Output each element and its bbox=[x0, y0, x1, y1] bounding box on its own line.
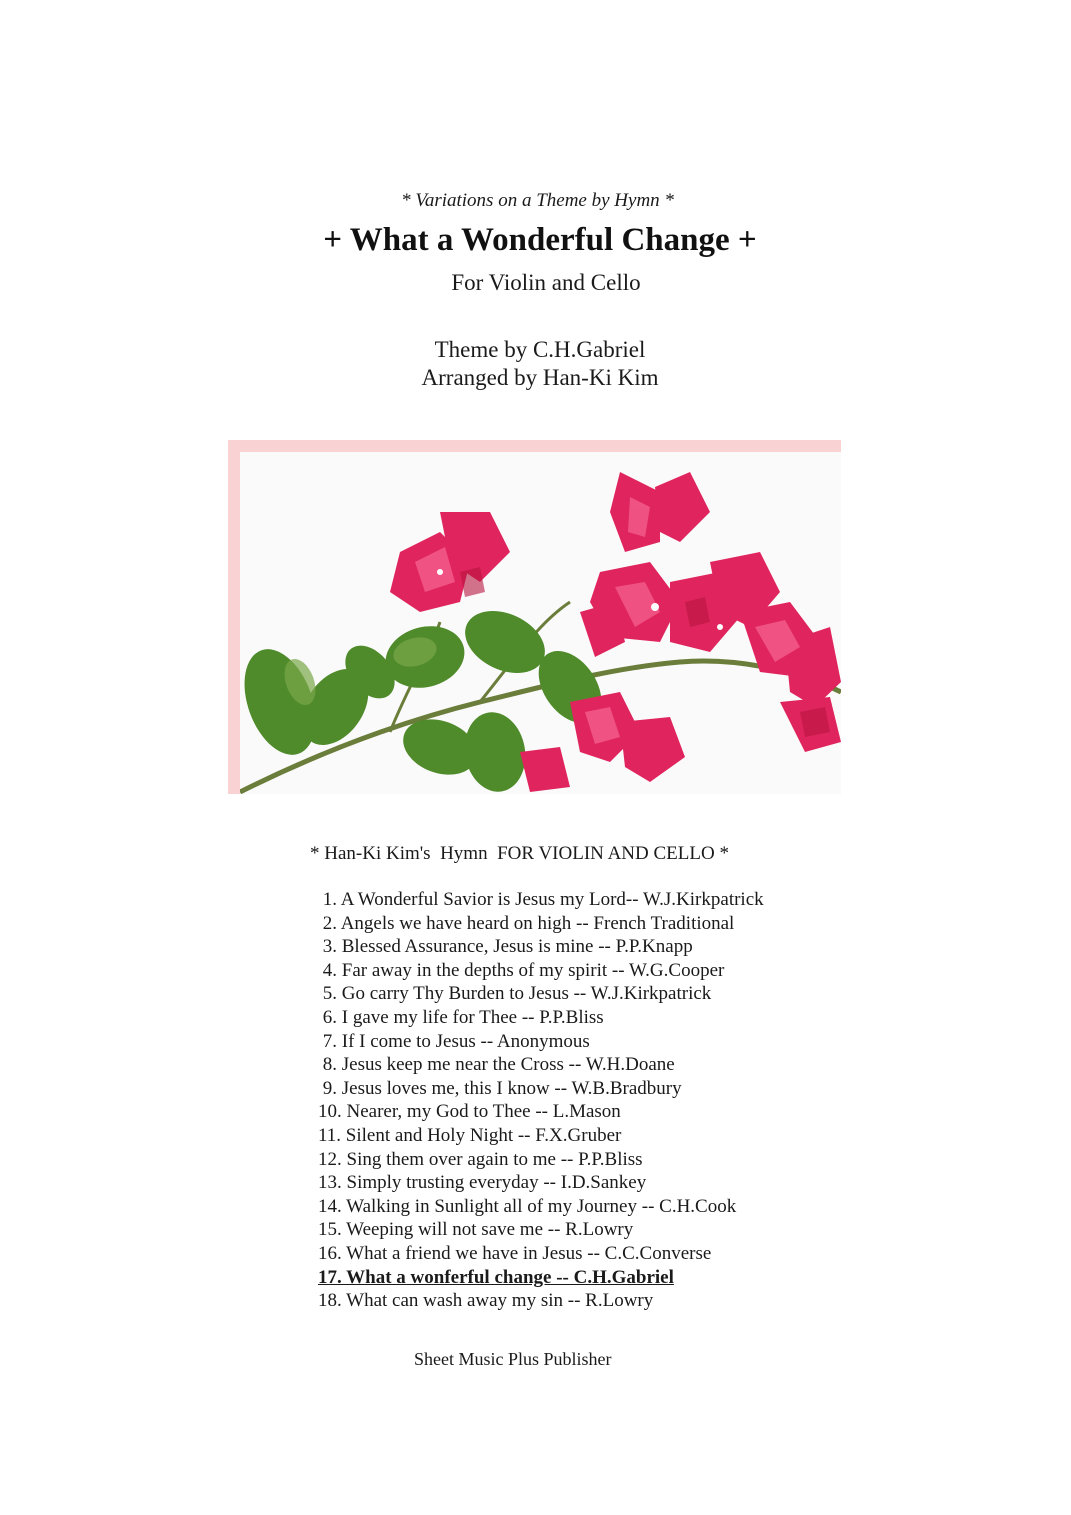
list-item: 10. Nearer, my God to Thee -- L.Mason bbox=[318, 1101, 621, 1123]
publisher-credit: Sheet Music Plus Publisher bbox=[414, 1349, 612, 1369]
list-item: 8. Jesus keep me near the Cross -- W.H.Doane bbox=[318, 1054, 675, 1076]
list-item: 11. Silent and Holy Night -- F.X.Gruber bbox=[318, 1124, 622, 1146]
series-heading: * Han-Ki Kim's Hymn FOR VIOLIN AND CELLO * bbox=[310, 843, 729, 864]
list-item-current: 17. What a wonferful change -- C.H.Gabriel bbox=[318, 1266, 674, 1288]
hymn-list bbox=[318, 888, 764, 1313]
list-item: 15. Weeping will not save me -- R.Lowry bbox=[318, 1219, 634, 1241]
cover-image bbox=[240, 452, 841, 794]
arranger-credit: Arranged by Han-Ki Kim bbox=[421, 365, 659, 390]
list-item: 18. What can wash away my sin -- R.Lowry bbox=[318, 1290, 654, 1312]
credits-block bbox=[0, 336, 1071, 392]
list-item: 4. Far away in the depths of my spirit -- W.G.Cooper bbox=[318, 959, 725, 981]
list-item: 12. Sing them over again to me -- P.P.Bliss bbox=[318, 1148, 643, 1170]
list-item: 16. What a friend we have in Jesus -- C.C.Converse bbox=[318, 1242, 712, 1264]
series-subtitle: * Variations on a Theme by Hymn * bbox=[401, 190, 674, 211]
list-item: 13. Simply trusting everyday -- I.D.Sankey bbox=[318, 1172, 647, 1194]
list-item: 5. Go carry Thy Burden to Jesus -- W.J.Kirkpatrick bbox=[318, 983, 712, 1005]
list-item: 7. If I come to Jesus -- Anonymous bbox=[318, 1030, 590, 1052]
list-item: 1. A Wonderful Savior is Jesus my Lord-- W.J.Kirkpatrick bbox=[318, 889, 764, 910]
list-item: 3. Blessed Assurance, Jesus is mine -- P.P.Knapp bbox=[318, 936, 693, 958]
theme-credit: Theme by C.H.Gabriel bbox=[434, 337, 646, 362]
list-item: 6. I gave my life for Thee -- P.P.Bliss bbox=[318, 1006, 604, 1028]
list-item: 9. Jesus loves me, this I know -- W.B.Bradbury bbox=[318, 1077, 682, 1099]
list-item: 14. Walking in Sunlight all of my Journey -- C.H.Cook bbox=[318, 1195, 737, 1217]
bougainvillea-illustration bbox=[240, 452, 841, 794]
page-title: + What a Wonderful Change + bbox=[323, 222, 757, 258]
cover-image-frame bbox=[228, 440, 841, 794]
list-item: 2. Angels we have heard on high -- French Traditional bbox=[318, 912, 735, 934]
instrumentation-line: For Violin and Cello bbox=[451, 270, 641, 295]
